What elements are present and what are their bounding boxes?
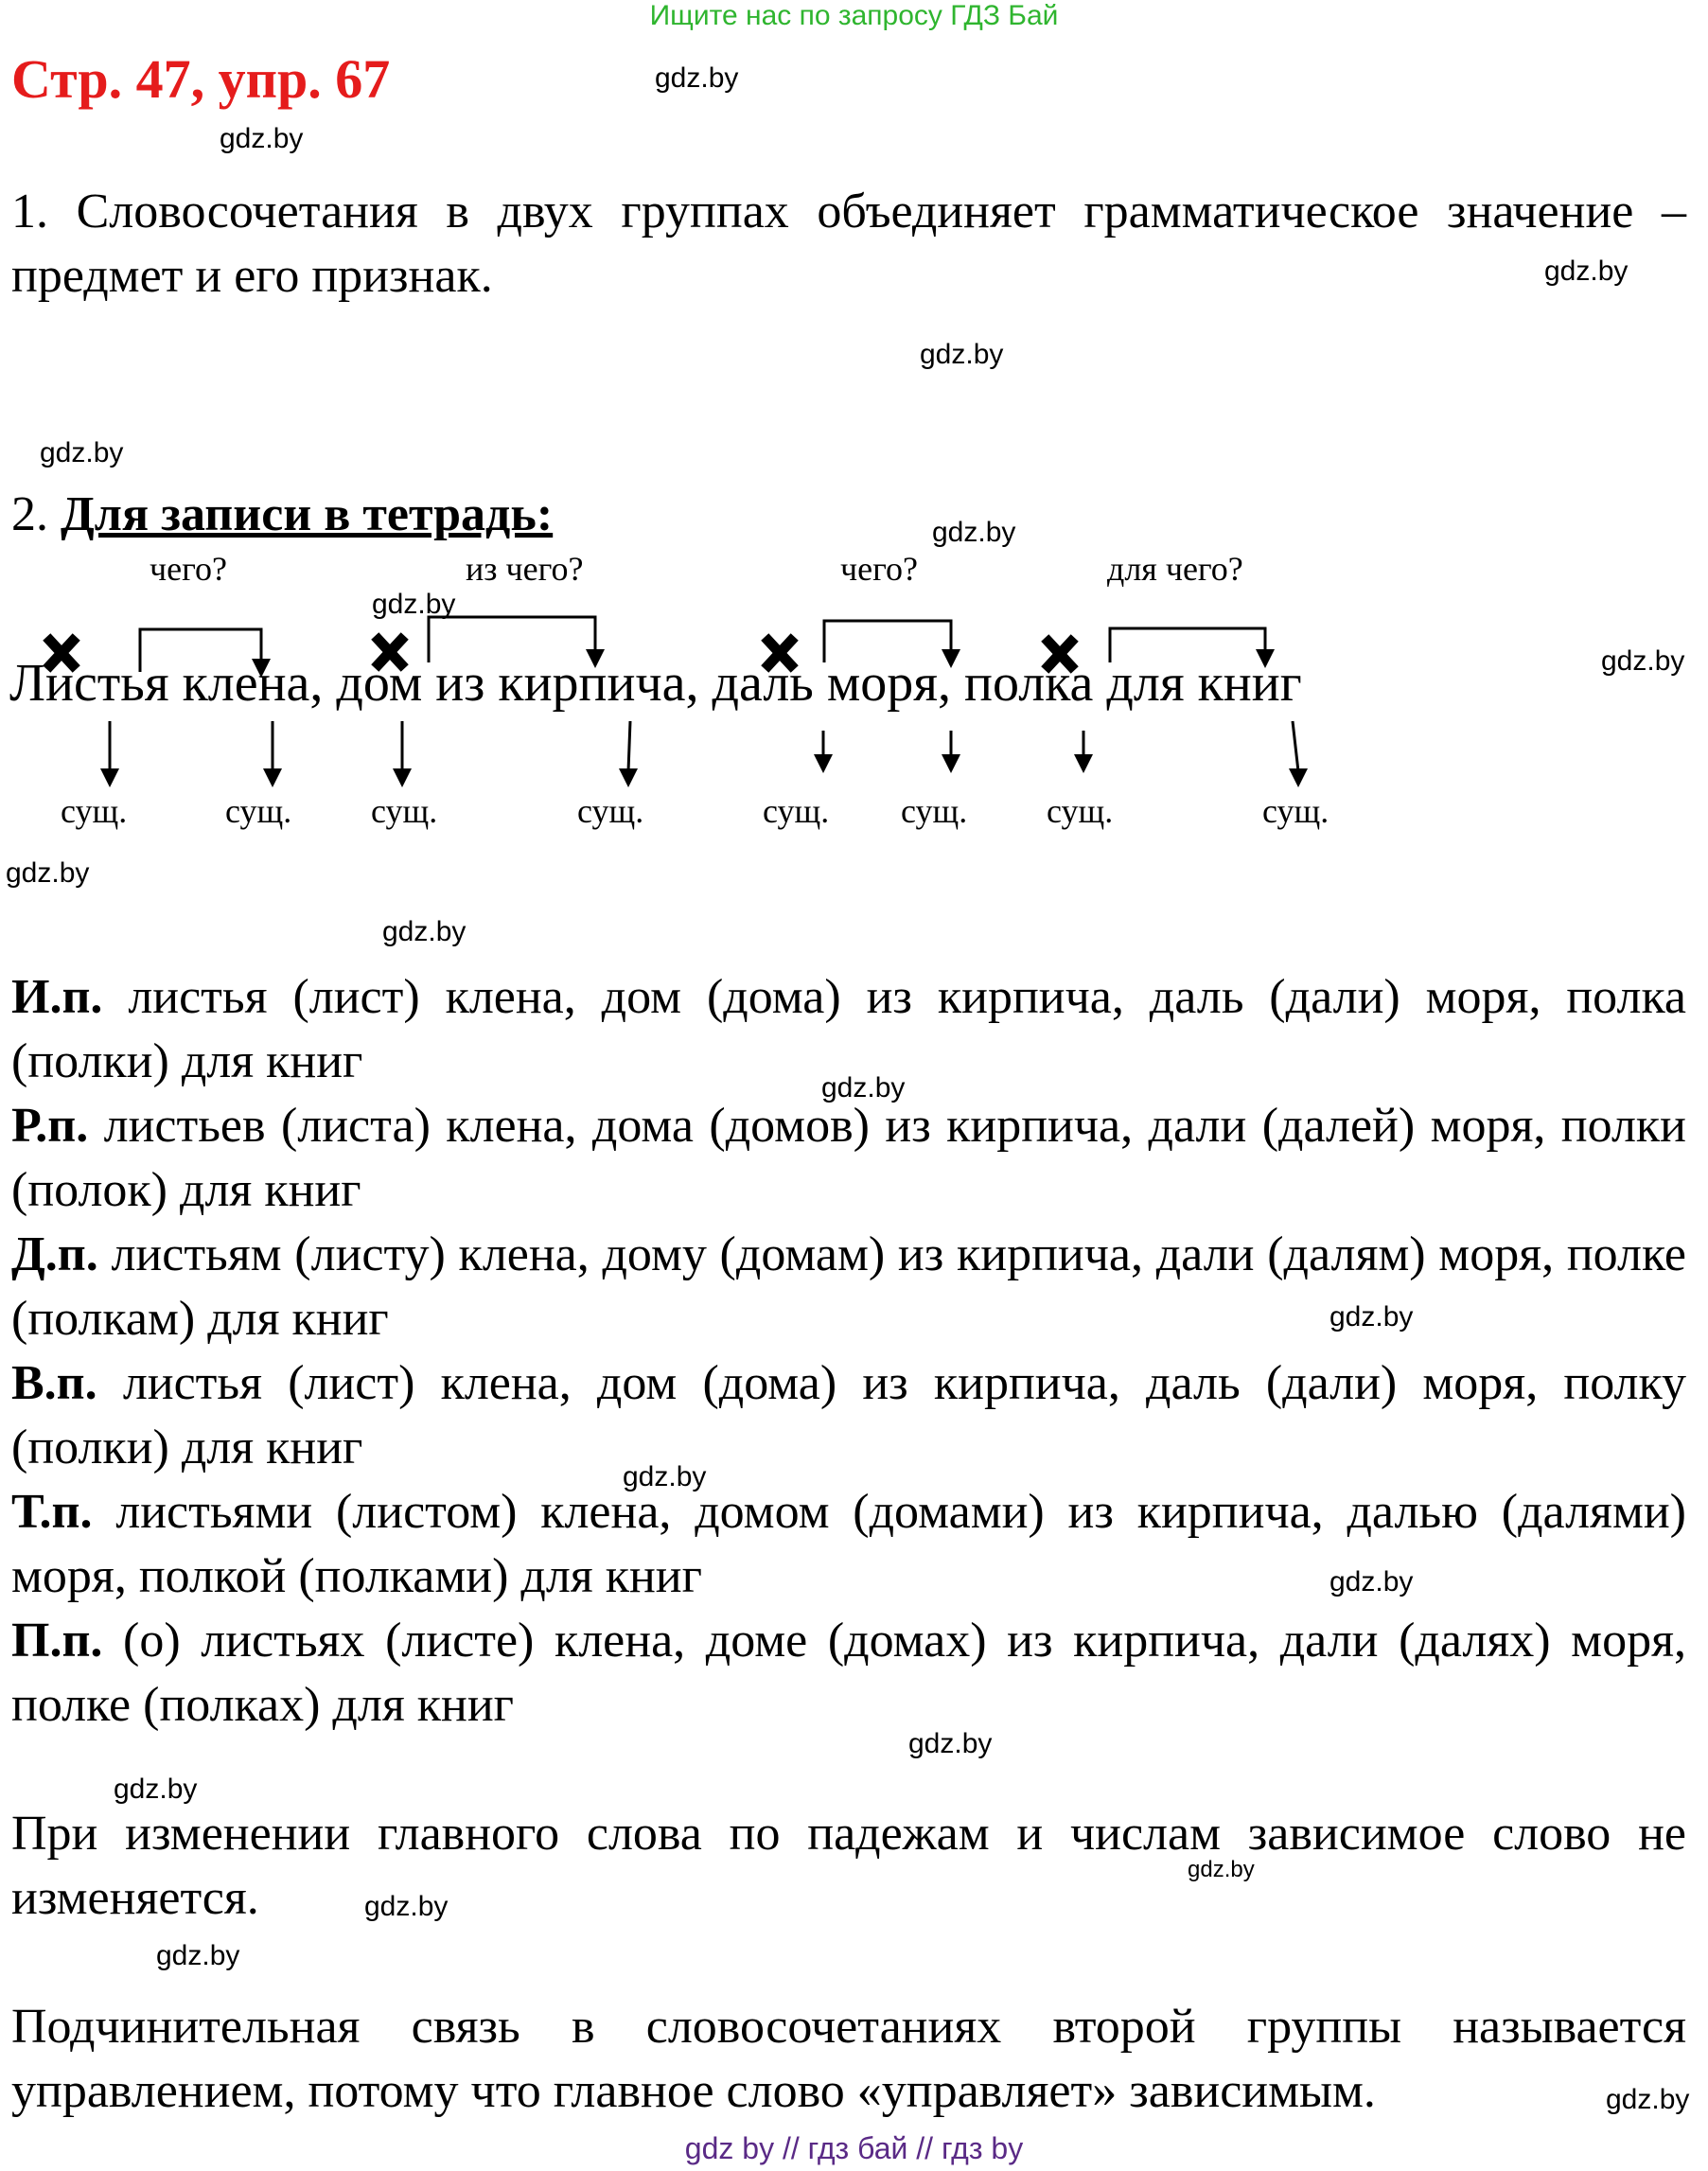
case-text: листья (лист) клена, дом (дома) из кирпича, даль (дали) моря, полка (полки) для книг — [11, 970, 1686, 1088]
case-row-nominative — [11, 965, 1686, 1094]
watermark: gdz.by — [908, 1728, 993, 1759]
noun-label: сущ. — [763, 792, 830, 830]
watermark: gdz.by — [372, 589, 456, 620]
noun-label: сущ. — [577, 792, 644, 830]
case-row-genitive — [11, 1094, 1686, 1223]
noun-arrows — [110, 721, 1298, 771]
question-label: чего? — [150, 550, 227, 588]
noun-arrowheads — [100, 754, 1308, 787]
noun-label: сущ. — [1262, 792, 1329, 830]
watermark: gdz.by — [1606, 2084, 1690, 2115]
case-label: Д.п. — [11, 1227, 98, 1281]
case-row-prepositional — [11, 1609, 1686, 1738]
case-label: Р.п. — [11, 1099, 89, 1153]
top-banner: Ищите нас по запросу ГДЗ Бай — [649, 0, 1059, 31]
case-text: (о) листьях (листе) клена, доме (домах) из кирпича, дали (далях) моря, полке (полках) для книг — [11, 1614, 1686, 1732]
noun-label: сущ. — [61, 792, 128, 830]
case-row-dative — [11, 1223, 1686, 1351]
watermark: gdz.by — [1188, 1857, 1255, 1882]
watermark: gdz.by — [364, 1891, 449, 1922]
watermark: gdz.by — [1544, 256, 1629, 287]
case-label: И.п. — [11, 970, 103, 1024]
watermark: gdz.by — [220, 123, 304, 154]
question-label: для чего? — [1107, 550, 1243, 588]
notebook-heading: Для записи в тетрадь: — [61, 487, 554, 541]
watermark: gdz.by — [114, 1774, 198, 1805]
noun-label: сущ. — [901, 792, 968, 830]
noun-label: сущ. — [371, 792, 438, 830]
question-label: из чего? — [466, 550, 584, 588]
noun-label: сущ. — [225, 792, 292, 830]
point-2-number: 2. — [11, 487, 48, 541]
watermark: gdz.by — [382, 916, 467, 947]
case-row-instrumental — [11, 1480, 1686, 1609]
phrase-line: Листья клена, дом из кирпича, даль моря, полка для книг — [9, 654, 1302, 713]
question-label: чего? — [840, 550, 918, 588]
case-label: Т.п. — [11, 1485, 93, 1539]
case-text: листьям (листу) клена, дому (домам) из кирпича, дали (далям) моря, полке (полкам) для книг — [11, 1227, 1686, 1346]
footer-links[interactable]: gdz by // гдз бай // гдз by — [684, 2131, 1024, 2165]
watermark: gdz.by — [932, 517, 1016, 548]
watermark: gdz.by — [1329, 1301, 1414, 1333]
watermark: gdz.by — [6, 857, 90, 889]
watermark: gdz.by — [1601, 645, 1685, 677]
case-text: листья (лист) клена, дом (дома) из кирпича, даль (дали) моря, полку (полки) для книг — [11, 1356, 1686, 1474]
watermark: gdz.by — [655, 62, 739, 94]
case-text: листьями (листом) клена, домом (домами) из кирпича, далью (далями) моря, полкой (полками) для книг — [11, 1485, 1686, 1603]
watermark: gdz.by — [156, 1940, 240, 1971]
point-1-text: 1. Словосочетания в двух группах объединяет грамматическое значение – предмет и его признак. — [11, 185, 1686, 303]
case-label: В.п. — [11, 1356, 97, 1410]
noun-label: сущ. — [1047, 792, 1114, 830]
page-title: Стр. 47, упр. 67 — [11, 48, 391, 110]
watermark: gdz.by — [1329, 1566, 1414, 1597]
watermark: gdz.by — [40, 437, 124, 468]
case-row-accusative — [11, 1351, 1686, 1480]
watermark: gdz.by — [821, 1072, 906, 1103]
watermark: gdz.by — [920, 339, 1004, 370]
conclusion-2: Подчинительная связь в словосочетаниях второй группы называется управлением, потому что главное слово «управляет» зависимым. — [11, 2000, 1686, 2118]
scheme-diagram — [0, 0, 1708, 852]
case-label: П.п. — [11, 1614, 103, 1668]
conclusion-1: При изменении главного слова по падежам и числам зависимое слово не изменяется. — [11, 1807, 1686, 1925]
watermark: gdz.by — [623, 1461, 707, 1492]
case-text: листьев (листа) клена, дома (домов) из кирпича, дали (далей) моря, полки (полок) для книг — [11, 1099, 1686, 1217]
